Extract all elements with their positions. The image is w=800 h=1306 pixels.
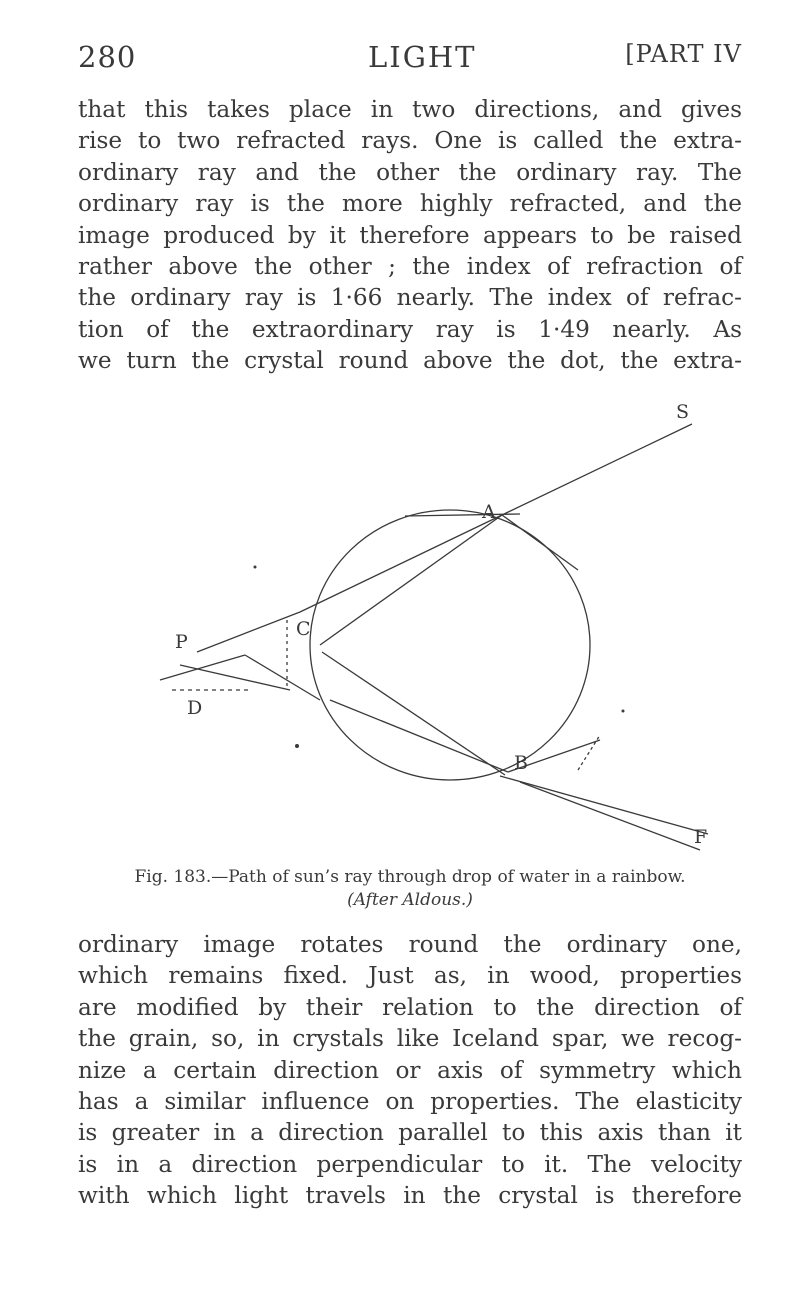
label-d: D bbox=[187, 697, 203, 719]
raindrop-diagram bbox=[0, 395, 800, 860]
label-b: B bbox=[514, 752, 528, 774]
ray-to-b bbox=[330, 700, 508, 772]
part-label: [PART IV bbox=[625, 40, 742, 68]
dot-mark bbox=[254, 566, 257, 569]
ray-p bbox=[197, 612, 300, 652]
text-line: tion of the extraordinary ray is 1·49 nearly. As bbox=[78, 315, 742, 343]
text-line: with which light travels in the crystal is therefore bbox=[78, 1182, 742, 1210]
label-c: C bbox=[296, 618, 311, 640]
drop-outline bbox=[310, 510, 590, 780]
dotted-b-ext bbox=[578, 735, 600, 770]
ray-to-f-2 bbox=[520, 782, 700, 850]
text-line: ordinary ray and the other the ordinary ray. The bbox=[78, 158, 742, 186]
text-line: nize a certain direction or axis of symmetry which bbox=[78, 1056, 742, 1084]
ray-a-to-c bbox=[320, 515, 502, 645]
ray-p-c bbox=[300, 515, 502, 612]
text-line: the grain, so, in crystals like Iceland spar, we recog- bbox=[78, 1025, 742, 1053]
text-line: is in a direction perpendicular to it. The velocity bbox=[78, 1150, 742, 1178]
caption-text: Fig. 183.—Path of sun’s ray through drop of water in a rainbow. bbox=[134, 867, 686, 887]
dot-mark bbox=[295, 744, 299, 748]
page-header bbox=[78, 40, 742, 80]
ray-a-to-b bbox=[502, 515, 578, 570]
text-line: rather above the other ; the index of refraction of bbox=[78, 252, 742, 280]
ray-d-3 bbox=[245, 655, 320, 700]
text-line: has a similar influence on properties. The elasticity bbox=[78, 1087, 742, 1115]
text-line: ordinary ray is the more highly refracted, and the bbox=[78, 190, 742, 218]
text-line: is greater in a direction parallel to this axis than it bbox=[78, 1119, 742, 1147]
label-f: F bbox=[694, 826, 708, 848]
text-line: that this takes place in two directions, and gives bbox=[78, 96, 742, 123]
paragraph-top bbox=[78, 94, 742, 377]
figure-caption bbox=[78, 866, 742, 912]
rainbow-drop-figure bbox=[0, 395, 800, 860]
dot-mark bbox=[622, 710, 625, 713]
text-line: the ordinary ray is 1·66 nearly. The index of refrac- bbox=[78, 284, 742, 312]
label-s: S bbox=[676, 401, 690, 423]
ray-to-f bbox=[500, 776, 708, 834]
label-p: P bbox=[175, 631, 188, 653]
label-a: A bbox=[482, 501, 496, 523]
sun-ray-s bbox=[502, 424, 692, 515]
ray-inner-c bbox=[322, 652, 505, 775]
page-number: 280 bbox=[78, 40, 137, 74]
caption-credit: (After Aldous.) bbox=[347, 890, 473, 910]
paragraph-bottom bbox=[78, 929, 742, 1212]
text-line: image produced by it therefore appears to be raised bbox=[78, 221, 742, 249]
text-line: which remains fixed. Just as, in wood, properties bbox=[78, 962, 742, 990]
text-line: we turn the crystal round above the dot, the extra- bbox=[78, 347, 742, 375]
text-line: are modified by their relation to the direction of bbox=[78, 993, 742, 1021]
text-line: ordinary image rotates round the ordinary one, bbox=[78, 931, 742, 958]
text-line: rise to two refracted rays. One is called the extra- bbox=[78, 127, 742, 155]
running-title: LIGHT bbox=[368, 40, 477, 74]
